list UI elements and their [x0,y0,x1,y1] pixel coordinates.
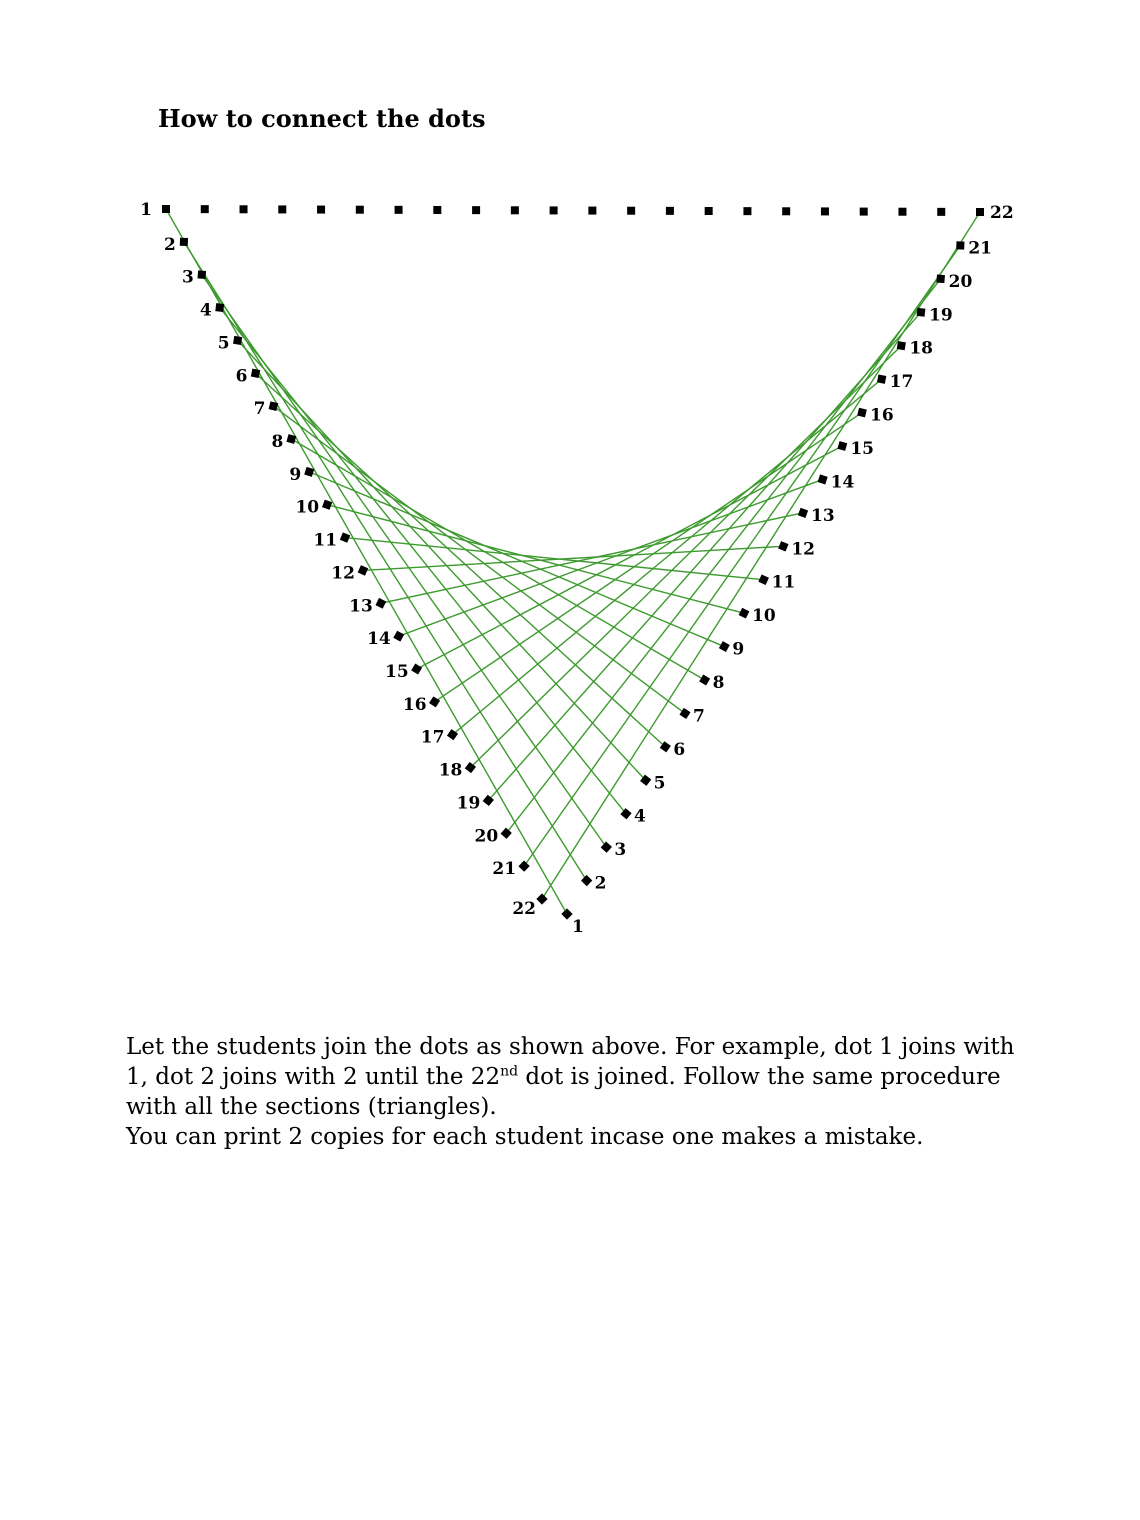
right-arm-dot [581,875,592,886]
left-arm-label: 3 [181,267,194,288]
left-arm-dot [536,893,547,904]
left-arm-label: 2 [164,234,176,255]
left-arm-label: 16 [402,694,427,715]
right-arm-dot [897,341,906,350]
right-arm-label: 21 [968,238,993,259]
right-arm-label: 5 [653,773,666,794]
top-row-dot [782,207,790,215]
dot-labels [140,200,1014,937]
top-row-dot [240,205,248,213]
instructions-paragraph [126,1032,1026,1122]
left-arm-dot [198,270,207,279]
right-arm-label: 1 [572,917,584,937]
right-arm-label: 10 [752,606,776,627]
left-arm-label: 19 [456,793,481,814]
instructions-note: You can print 2 copies for each student incase one makes a mistake. [126,1124,924,1150]
right-arm-label: 19 [929,305,953,326]
right-arm-label: 6 [673,739,686,760]
left-arm-dot [375,598,386,609]
right-arm-label: 2 [594,873,607,894]
top-row-dot [898,208,906,216]
left-arm-label: 4 [199,300,212,321]
top-row-dot [821,207,829,215]
right-arm-dot [857,408,867,418]
left-arm-label: 6 [235,366,248,387]
left-arm-dot [429,696,440,707]
right-arm-dot [739,608,750,619]
left-arm-dot [393,631,404,642]
right-arm-dot [561,908,572,919]
right-arm-label: 16 [870,405,894,426]
left-arm-label: 20 [474,826,499,847]
left-arm-label: 10 [295,497,320,518]
right-arm-label: 13 [811,505,835,526]
left-arm-label: 13 [349,596,373,617]
connecting-line [309,472,724,650]
left-arm-dot [251,369,260,378]
right-arm-label: 18 [909,338,934,359]
right-arm-dot [758,574,769,585]
top-row-dot [743,207,751,215]
top-row-dot [278,205,286,213]
right-arm-dot [818,474,828,484]
left-arm-label: 5 [217,333,230,354]
left-arm-dot [180,238,188,246]
left-arm-label: 14 [367,629,391,650]
instructions-text-b: dot is joined. Follow the same procedure with all the sections (triangles). [126,1064,1001,1120]
top-row-dot [511,206,519,214]
right-arm-dot [719,641,730,652]
right-arm-label: 14 [830,472,855,493]
right-arm-label: 3 [614,840,627,861]
connecting-line [345,538,764,580]
left-arm-label: 15 [384,662,409,682]
instructions-superscript: nd [500,1063,519,1080]
connecting-line [291,439,704,680]
right-arm-dot [601,841,612,852]
right-arm-label: 4 [634,806,646,827]
right-arm-label: 15 [850,439,875,459]
right-arm-label: 7 [693,706,705,727]
right-arm-dot [877,374,886,383]
top-row-dot [550,206,558,214]
top-row-dot [317,206,325,214]
right-arm-dot [699,675,710,686]
right-arm-dot [917,308,926,317]
right-arm-dot [936,275,945,284]
connecting-line [506,279,940,833]
left-arm-dot [322,500,332,510]
right-arm-label: 22 [990,203,1014,223]
top-row-dot [356,206,364,214]
right-arm-dot [956,241,964,249]
right-arm-dot [837,441,847,451]
left-arm-dot [162,205,170,213]
left-arm-label: 8 [271,432,284,452]
right-arm-label: 8 [712,673,725,693]
right-arm-dot [798,508,808,518]
top-row-dot [201,205,209,213]
left-arm-label: 11 [313,530,338,551]
left-arm-dot [358,565,369,576]
left-arm-label: 17 [420,727,445,748]
right-arm-label: 12 [791,539,816,560]
top-row-dot [860,208,868,216]
left-arm-label: 9 [289,464,302,485]
left-arm-label: 21 [492,859,517,880]
top-row-dot [705,207,713,215]
right-arm-dot [679,708,690,719]
connecting-line [363,546,783,570]
top-row-dot [472,206,480,214]
connecting-line [327,505,744,613]
left-arm-dot [411,664,422,675]
right-arm-label: 17 [889,372,914,393]
connecting-line [524,245,960,866]
top-row-dot [433,206,441,214]
top-row-dot [627,207,635,215]
left-arm-label: 12 [331,563,355,584]
left-arm-label: 22 [512,899,536,919]
connecting-lines [166,209,980,914]
left-arm-label: 7 [253,399,266,420]
connecting-line [452,379,881,735]
top-row-dot [395,206,403,214]
right-arm-label: 20 [948,271,973,292]
connecting-line [542,212,980,899]
instructions [126,1032,1026,1152]
right-arm-label: 9 [732,639,745,660]
left-arm-label: 18 [438,760,463,781]
left-arm-label: 1 [140,200,152,220]
right-arm-label: 11 [771,572,796,593]
connecting-line [488,312,921,800]
top-row-dot [588,207,596,215]
instructions-text-a: Let the students join the dots as shown above. For example, dot 1 joins with 1, dot 2 joins with 2 until the 22 [126,1034,1015,1090]
top-row-dot [937,208,945,216]
page-title: How to connect the dots [158,104,486,133]
top-row-dot [666,207,674,215]
left-arm-dot [518,860,529,871]
right-arm-dot [976,208,984,216]
right-arm-dot [778,541,788,551]
left-arm-dot [215,303,224,312]
left-arm-dot [340,532,350,542]
left-arm-dot [233,336,242,345]
